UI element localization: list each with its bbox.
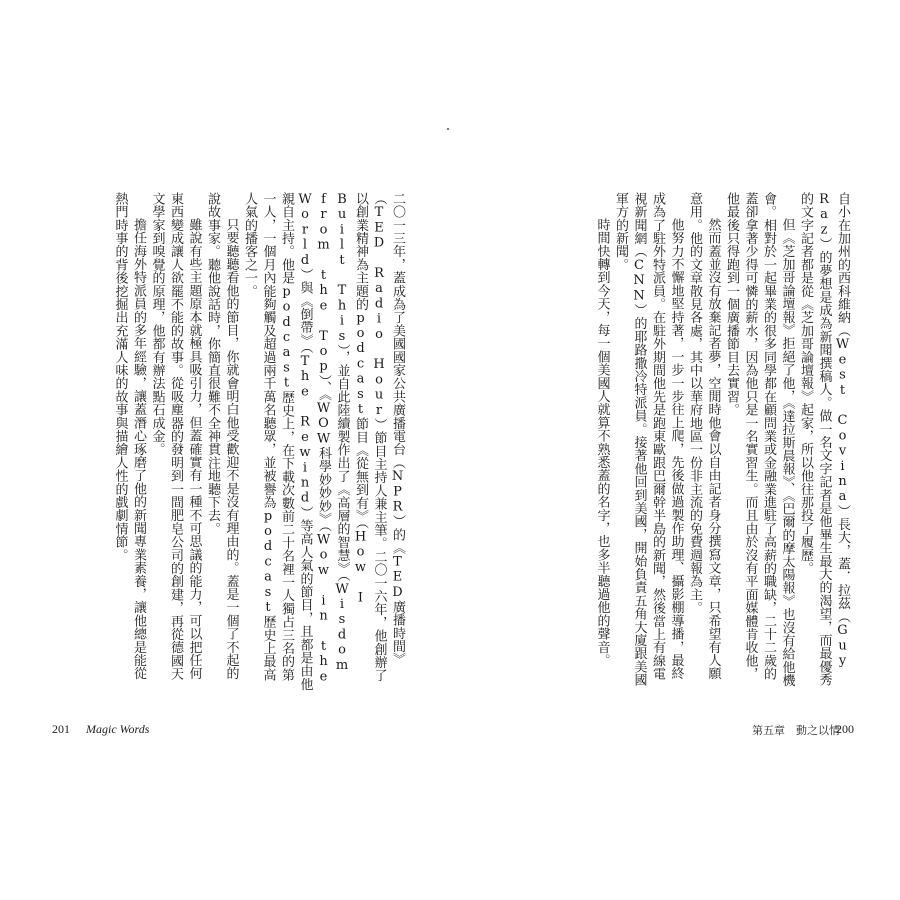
right-chapter-label: 第五章 動之以情 bbox=[752, 724, 840, 737]
right-page-body bbox=[521, 192, 851, 692]
left-paragraph-2: 只要聽聽看他的節目，你就會明白他受歡迎不是沒有理由的。蓋是一個了不起的說故事家。聽他說話時，你簡直很難不全神貫注地聽下去。 bbox=[205, 192, 239, 680]
right-paragraph-2: 但《芝加哥論壇報》拒絕了他，《達拉斯晨報》、《巴爾的摩太陽報》也沒有給他機會。相對於一起畢業的很多同學都在顧問業或金融業進駐了高薪的職缺，二十二歲的蓋卻拿著少得可憐的薪水，因為他只是一名實習生。而且由於沒有平面媒體肯收他，他最後只得跑到一個廣播節目去實習。 bbox=[724, 192, 795, 687]
left-page-body bbox=[66, 192, 406, 692]
left-running-title: Magic Words bbox=[86, 722, 150, 736]
right-page bbox=[450, 0, 900, 900]
left-paragraph-4: 擔任海外特派員的多年經驗，讓蓋潛心琢磨了他的新聞專業素養，讓他總是能從熱門時事的背後挖掘出充滿人味的故事與描繪人性的戲劇情節。 bbox=[112, 192, 146, 680]
right-paragraph-4: 他努力不懈地堅持著，一步一步往上爬，先後做過製作助理、攝影棚導播，最終成為了駐外特派員。在駐外期間他先是跑東歐跟巴爾幹半島的新聞，然後當上有線電視新聞網（CNN）的耶路撒冷特派員。接著他回到美國，開始負責五角大廈跟美國軍方的新聞。 bbox=[613, 192, 684, 687]
left-paragraph-3: 雖說有些主題原本就極具吸引力，但蓋確實有一種不可思議的能力，可以把任何東西變成讓人欲罷不能的故事。從吸塵器的發明到一間肥皂公司的創建，再從德國天文學家到嗅覺的原理，他都有辦法點石成金。 bbox=[149, 192, 202, 681]
right-page-number: 200 bbox=[836, 722, 854, 736]
right-paragraph-1: 自小在加州的西科維納（West Covina）長大，蓋．拉茲（Guy Raz）的夢想是成為新聞撰稿人。做一名文字記者是他畢生最大的渴望，而最優秀的文字記者都是從《芝加哥論壇報》起家，所以他往那投了履歷。 bbox=[798, 192, 850, 687]
right-paragraph-5: 時間快轉到今天，每一個美國人就算不熟悉蓋的名字，也多半聽過他的聲音。 bbox=[594, 218, 610, 667]
left-page-number: 201 bbox=[52, 722, 70, 736]
right-paragraph-3: 然而蓋並沒有放棄記者夢，空閒時他會以自由記者身分撰寫文章，只希望有人願意用。他的文章散見各處，其中以華府地區一份非主流的免費週報為主。 bbox=[687, 192, 721, 680]
left-paragraph-1: 二〇一三年，蓋成為了美國國家公共廣播電台（NPR）的《TED廣播時間》（TED Radio Hour）節目主持人兼主筆。二〇一六年，他創辦了以創業精神為主題的podcast節目《從無到有》（How I Built This），並自此陸續製作出了《高層的智慧》（Wisdom from the Top）、《WOW科學妙妙妙》（Wow in the World）與《倒帶》（The Rewind）等高人氣的節目，且都是由他親自主持。他是podcast歷史上，在下載次數前二十名裡一人獨占三名的第一人，一個月內能夠觸及超過兩千萬名聽眾，並被譽為podcast歷史上最高人氣的播客之一。 bbox=[242, 192, 405, 691]
gutter-mark bbox=[447, 128, 449, 130]
